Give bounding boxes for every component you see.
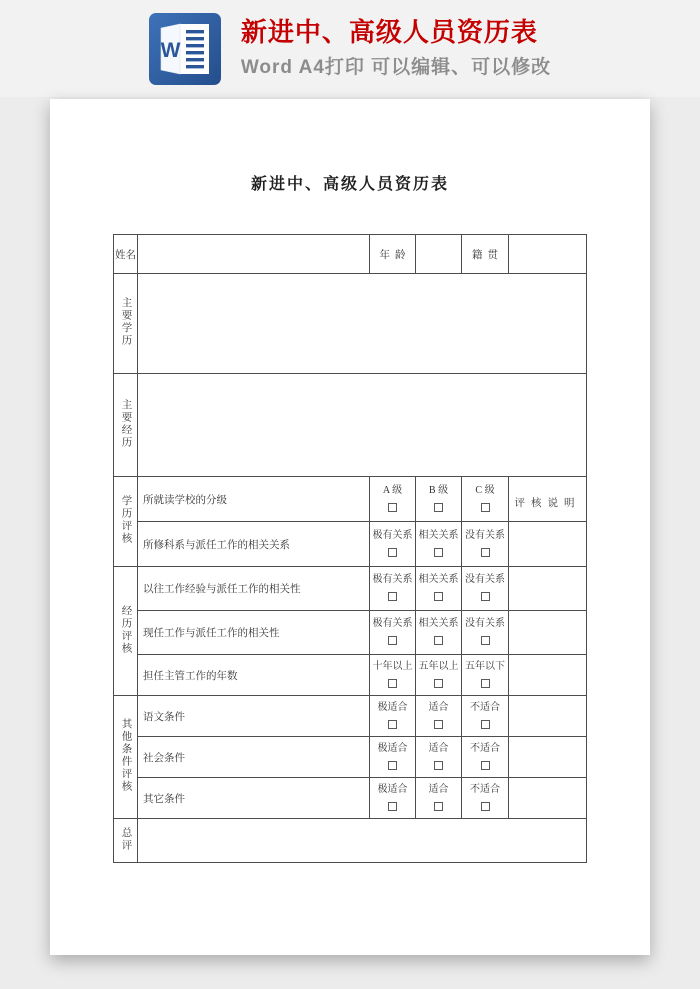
table-row-supervisor-years (114, 655, 587, 696)
option-label: 极适合 (377, 742, 408, 754)
template-banner (0, 0, 700, 97)
option-label: 没有关系 (465, 618, 505, 629)
note-cell[interactable] (509, 611, 587, 655)
row-desc: 以往工作经验与派任工作的相关性 (138, 567, 370, 611)
checkbox[interactable] (388, 503, 397, 512)
name-label: 姓名 (114, 235, 138, 274)
checkbox[interactable] (434, 636, 443, 645)
option-label: 不适合 (470, 783, 500, 795)
option-label: 不适合 (470, 701, 500, 713)
note-cell[interactable] (509, 567, 587, 611)
option-label: 极适合 (377, 701, 408, 713)
section-label-other-eval: 其他条件评核 (114, 696, 138, 819)
banner-text (241, 18, 551, 80)
banner-title: 新进中、高级人员资历表 (240, 16, 538, 47)
row-desc: 担任主管工作的年数 (138, 655, 370, 696)
option-cell (370, 737, 416, 778)
option-label: 相关关系 (418, 574, 459, 585)
note-header: 评核说明 (509, 477, 587, 522)
option-label: 适合 (428, 701, 449, 713)
checkbox[interactable] (434, 592, 443, 601)
total-label: 总评 (114, 819, 138, 863)
option-cell (462, 477, 509, 522)
option-label: B 级 (428, 484, 449, 496)
education-input-cell[interactable] (138, 274, 587, 374)
table-row-name (114, 235, 587, 274)
table-row-education (114, 274, 587, 374)
option-label: C 级 (475, 484, 495, 496)
option-cell (416, 567, 462, 611)
checkbox[interactable] (434, 548, 443, 557)
checkbox[interactable] (481, 636, 490, 645)
row-desc: 所就读学校的分级 (138, 477, 370, 522)
section-label-experience-eval: 经历评核 (114, 567, 138, 696)
option-cell (416, 737, 462, 778)
option-label: 极适合 (377, 783, 408, 795)
checkbox[interactable] (481, 548, 490, 557)
note-cell[interactable] (509, 696, 587, 737)
row-desc: 现任工作与派任工作的相关性 (138, 611, 370, 655)
table-row-current-job (114, 611, 587, 655)
option-label: 相关关系 (418, 529, 459, 541)
option-cell (416, 655, 462, 696)
option-label: 五年以下 (465, 660, 505, 672)
age-label: 年龄 (370, 235, 416, 274)
row-desc: 社会条件 (138, 737, 370, 778)
option-cell (370, 696, 416, 737)
option-label: 极有关系 (372, 618, 413, 629)
option-cell (416, 477, 462, 522)
option-label: 相关关系 (418, 618, 459, 629)
option-cell (416, 522, 462, 567)
table-row-total (114, 819, 587, 863)
option-cell (370, 655, 416, 696)
checkbox[interactable] (388, 592, 397, 601)
checkbox[interactable] (434, 802, 443, 811)
row-desc: 其它条件 (138, 778, 370, 819)
option-cell (462, 696, 509, 737)
name-input-cell[interactable] (138, 235, 370, 274)
experience-input-cell[interactable] (138, 374, 587, 477)
option-cell (462, 611, 509, 655)
checkbox[interactable] (481, 720, 490, 729)
table-row-experience (114, 374, 587, 477)
svg-text:W: W (160, 38, 181, 62)
checkbox[interactable] (434, 720, 443, 729)
note-cell[interactable] (509, 522, 587, 567)
option-cell (462, 522, 509, 567)
option-label: 极有关系 (372, 529, 413, 541)
option-label: 不适合 (470, 742, 500, 754)
note-cell[interactable] (509, 655, 587, 696)
checkbox[interactable] (434, 679, 443, 688)
table-row-social (114, 737, 587, 778)
option-label: 极有关系 (372, 574, 413, 585)
option-cell (462, 655, 509, 696)
option-cell (370, 477, 416, 522)
option-cell (462, 567, 509, 611)
checkbox[interactable] (481, 592, 490, 601)
table-row-school-grade (114, 477, 587, 522)
checkbox[interactable] (388, 548, 397, 557)
option-label: 适合 (428, 742, 449, 754)
checkbox[interactable] (481, 802, 490, 811)
option-label: A 级 (382, 484, 403, 496)
checkbox[interactable] (434, 761, 443, 770)
option-cell (416, 611, 462, 655)
checkbox[interactable] (388, 761, 397, 770)
row-desc: 所修科系与派任工作的相关关系 (138, 522, 370, 567)
checkbox[interactable] (481, 761, 490, 770)
option-label: 十年以上 (372, 660, 413, 672)
checkbox[interactable] (388, 679, 397, 688)
experience-label: 主要经历 (114, 374, 138, 477)
option-label: 五年以上 (418, 660, 459, 672)
option-cell (462, 737, 509, 778)
section-label-education-eval: 学历评核 (114, 477, 138, 567)
checkbox[interactable] (388, 720, 397, 729)
origin-label: 籍贯 (462, 235, 509, 274)
option-label: 没有关系 (465, 574, 505, 585)
checkbox[interactable] (481, 679, 490, 688)
option-cell (370, 611, 416, 655)
document-title: 新进中、高级人员资历表 (250, 176, 449, 193)
checkbox[interactable] (434, 503, 443, 512)
checkbox[interactable] (481, 503, 490, 512)
note-cell[interactable] (509, 778, 587, 819)
option-cell (370, 522, 416, 567)
option-cell (416, 696, 462, 737)
table-row-language (114, 696, 587, 737)
option-cell (416, 778, 462, 819)
checkbox[interactable] (388, 802, 397, 811)
banner-subtitle: Word A4打印 可以编辑、可以修改 (240, 57, 552, 79)
total-input-cell[interactable] (138, 819, 587, 863)
origin-input-cell[interactable] (509, 235, 587, 274)
word-icon (149, 13, 221, 85)
row-desc: 语文条件 (138, 696, 370, 737)
document-page (50, 99, 650, 955)
education-label: 主要学历 (114, 274, 138, 374)
table-row-past-experience (114, 567, 587, 611)
note-cell[interactable] (509, 737, 587, 778)
table-row-major-relevance (114, 522, 587, 567)
age-input-cell[interactable] (416, 235, 462, 274)
table-row-other (114, 778, 587, 819)
option-label: 适合 (428, 783, 449, 795)
option-label: 没有关系 (465, 529, 505, 541)
option-cell (370, 778, 416, 819)
qualification-form-table (113, 234, 587, 863)
checkbox[interactable] (388, 636, 397, 645)
option-cell (462, 778, 509, 819)
option-cell (370, 567, 416, 611)
